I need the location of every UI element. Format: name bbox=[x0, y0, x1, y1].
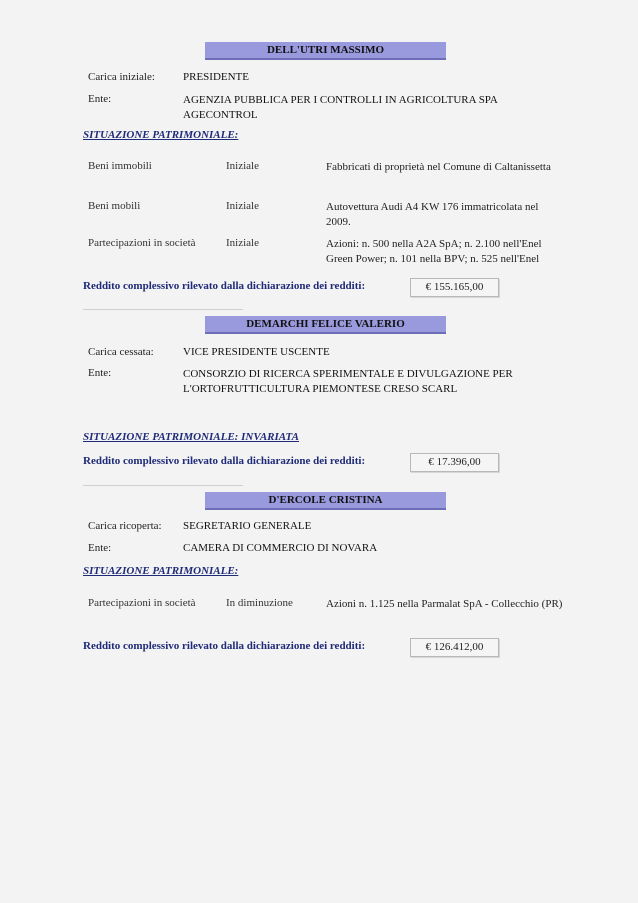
bene-tipo: Partecipazioni in società bbox=[88, 597, 196, 609]
divider bbox=[83, 309, 243, 310]
ente-value: CAMERA DI COMMERCIO DI NOVARA bbox=[183, 542, 378, 554]
carica-label: Carica ricoperta: bbox=[88, 520, 162, 532]
reddito-amount: € 17.396,00 bbox=[410, 453, 499, 472]
ente-value: CONSORZIO DI RICERCA SPERIMENTALE E DIVULGAZIONE PER L'ORTOFRUTTICULTURA PIEMONTESE CRESO SCARL bbox=[183, 368, 513, 395]
bene-tipo: Beni mobili bbox=[88, 200, 141, 212]
bene-stato: Iniziale bbox=[226, 160, 259, 172]
carica-value: VICE PRESIDENTE USCENTE bbox=[183, 346, 330, 358]
divider bbox=[83, 485, 243, 486]
situazione-patrimoniale-heading: SITUAZIONE PATRIMONIALE: INVARIATA bbox=[83, 431, 299, 443]
person-name-header: D'ERCOLE CRISTINA bbox=[205, 492, 446, 510]
reddito-label: Reddito complessivo rilevato dalla dichiarazione dei redditi: bbox=[83, 280, 366, 292]
ente-label: Ente: bbox=[88, 542, 112, 554]
ente-label: Ente: bbox=[88, 93, 112, 105]
bene-descrizione: Autovettura Audi A4 KW 176 immatricolata nel 2009. bbox=[326, 201, 539, 228]
ente-value: AGENZIA PUBBLICA PER I CONTROLLI IN AGRICOLTURA SPA AGECONTROL bbox=[183, 94, 498, 121]
person-name-header: DEMARCHI FELICE VALERIO bbox=[205, 316, 446, 334]
bene-tipo: Beni immobili bbox=[88, 160, 152, 172]
ente-label: Ente: bbox=[88, 367, 112, 379]
carica-value: PRESIDENTE bbox=[183, 71, 249, 83]
person-name-header: DELL'UTRI MASSIMO bbox=[205, 42, 446, 60]
bene-descrizione: Azioni n. 1.125 nella Parmalat SpA - Collecchio (PR) bbox=[326, 598, 563, 610]
bene-descrizione: Azioni: n. 500 nella A2A SpA; n. 2.100 nell'Enel Green Power; n. 101 nella BPV; n. 525 nell'Enel bbox=[326, 238, 542, 265]
reddito-label: Reddito complessivo rilevato dalla dichiarazione dei redditi: bbox=[83, 455, 366, 467]
bene-stato: Iniziale bbox=[226, 200, 259, 212]
situazione-patrimoniale-heading: SITUAZIONE PATRIMONIALE: bbox=[83, 565, 239, 577]
bene-tipo: Partecipazioni in società bbox=[88, 237, 196, 249]
reddito-amount: € 126.412,00 bbox=[410, 638, 499, 657]
carica-value: SEGRETARIO GENERALE bbox=[183, 520, 312, 532]
situazione-patrimoniale-heading: SITUAZIONE PATRIMONIALE: bbox=[83, 129, 239, 141]
bene-stato: In diminuzione bbox=[226, 597, 293, 609]
carica-label: Carica cessata: bbox=[88, 346, 154, 358]
bene-stato: Iniziale bbox=[226, 237, 259, 249]
reddito-amount: € 155.165,00 bbox=[410, 278, 499, 297]
bene-descrizione: Fabbricati di proprietà nel Comune di Caltanissetta bbox=[326, 161, 551, 173]
reddito-label: Reddito complessivo rilevato dalla dichiarazione dei redditi: bbox=[83, 640, 366, 652]
carica-label: Carica iniziale: bbox=[88, 71, 155, 83]
